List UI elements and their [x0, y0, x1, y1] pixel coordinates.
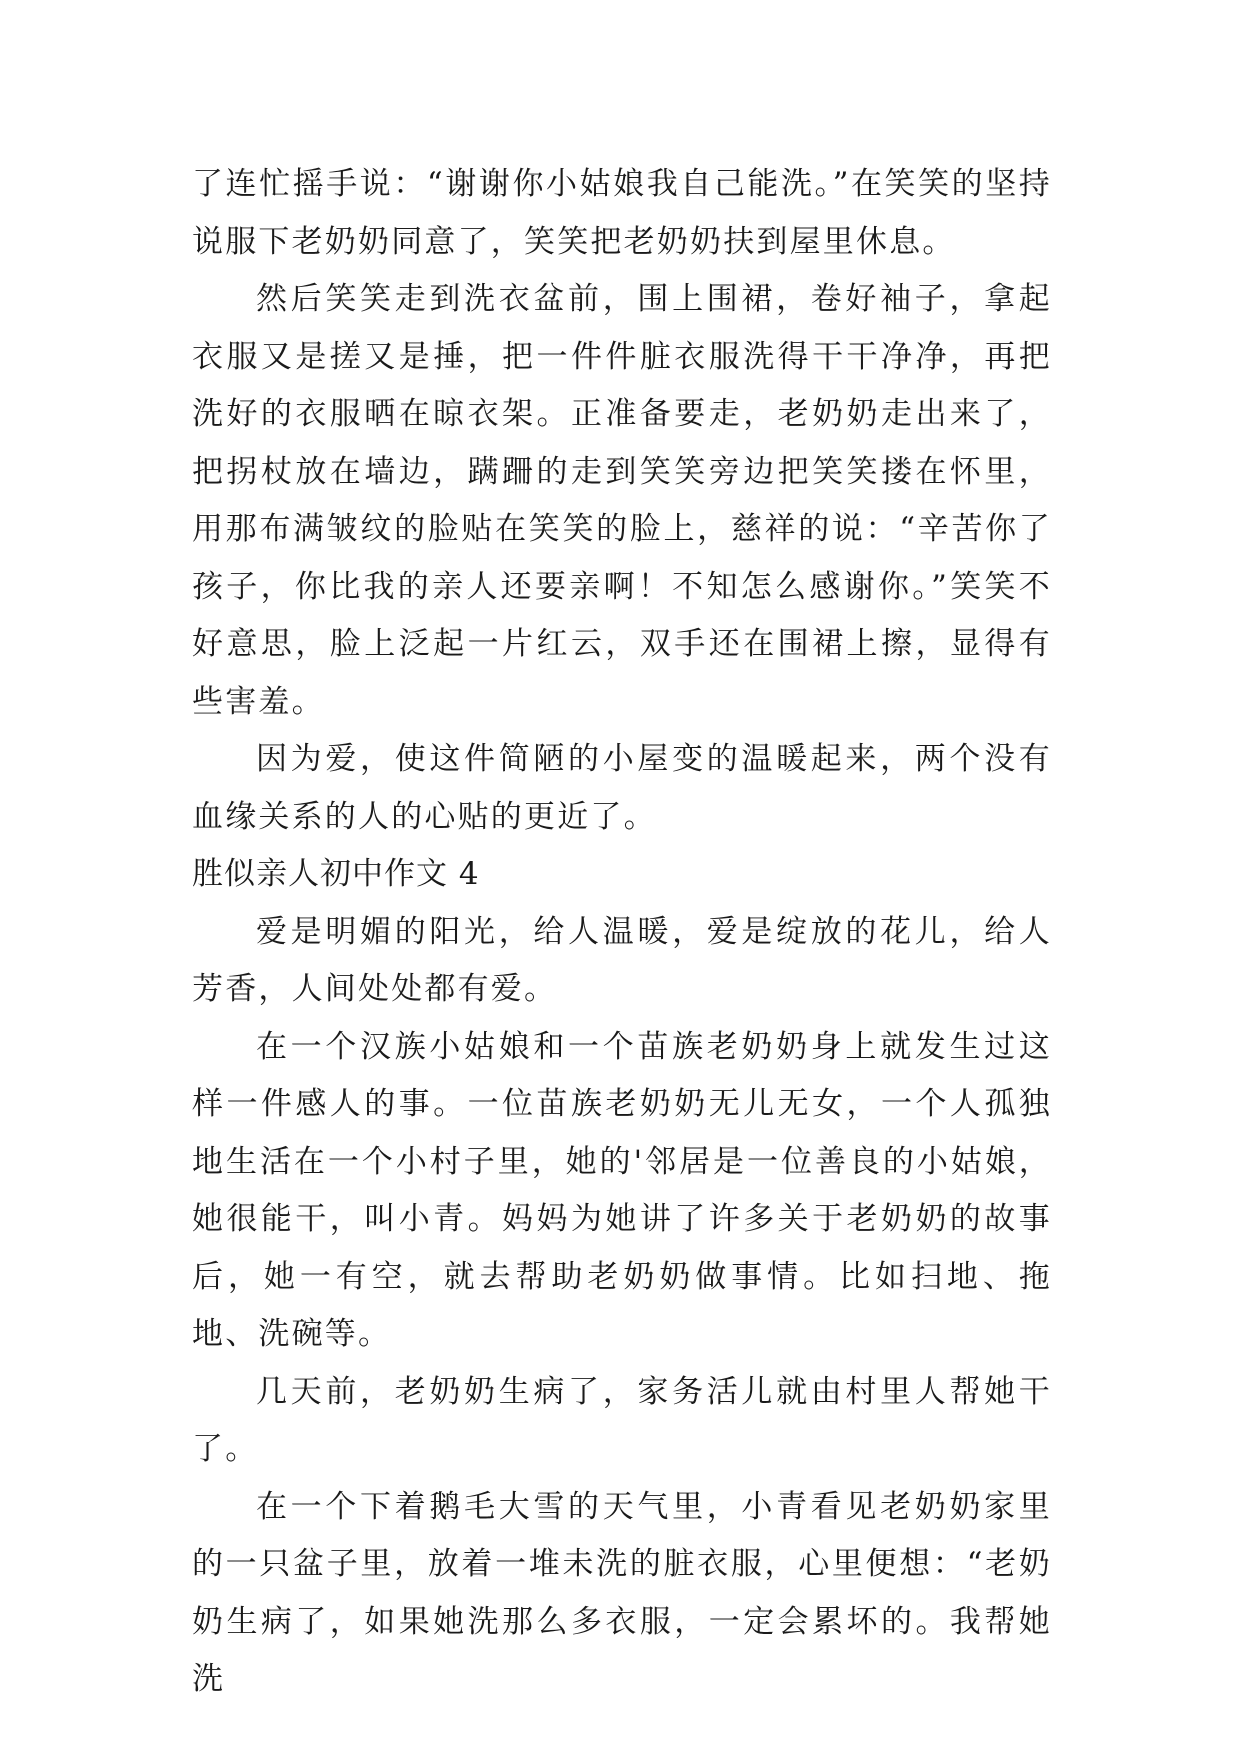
paragraph-3: 因为爱，使这件简陋的小屋变的温暖起来，两个没有血缘关系的人的心贴的更近了。: [192, 741, 1052, 835]
paragraph-5: 在一个汉族小姑娘和一个苗族老奶奶身上就发生过这样一件感人的事。一位苗族老奶奶无儿无女，一个人孤独地生活在一个小村子里，她的'邻居是一位善良的小姑娘，她很能干，叫小青。妈妈为她讲了许多关于老奶奶的故事后，她一有空，就去帮助老奶奶做事情。比如扫地、拖地、洗碗等。: [192, 1028, 1052, 1352]
document-body: [192, 156, 1052, 1709]
paragraph-2: 然后笑笑走到洗衣盆前，围上围裙，卷好袖子，拿起衣服又是搓又是捶，把一件件脏衣服洗得干干净净，再把洗好的衣服晒在晾衣架。正准备要走，老奶奶走出来了，把拐杖放在墙边，蹒跚的走到笑笑旁边把笑笑搂在怀里，用那布满皱纹的脸贴在笑笑的脸上，慈祥的说：“辛苦你了孩子，你比我的亲人还要亲啊！不知怎么感谢你。”笑笑不好意思，脸上泛起一片红云，双手还在围裙上擦，显得有些害羞。: [192, 281, 1052, 720]
section-heading: 胜似亲人初中作文 4: [192, 856, 480, 892]
paragraph-6: 几天前，老奶奶生病了，家务活儿就由村里人帮她干了。: [192, 1373, 1052, 1467]
paragraph-1: 了连忙摇手说：“谢谢你小姑娘我自己能洗。”在笑笑的坚持说服下老奶奶同意了，笑笑把老奶奶扶到屋里休息。: [192, 166, 1052, 260]
paragraph-7: 在一个下着鹅毛大雪的天气里，小青看见老奶奶家里的一只盆子里，放着一堆未洗的脏衣服，心里便想：“老奶奶生病了，如果她洗那么多衣服，一定会累坏的。我帮她洗: [192, 1488, 1052, 1697]
paragraph-4: 爱是明媚的阳光，给人温暖，爱是绽放的花儿，给人芳香，人间处处都有爱。: [192, 913, 1052, 1007]
